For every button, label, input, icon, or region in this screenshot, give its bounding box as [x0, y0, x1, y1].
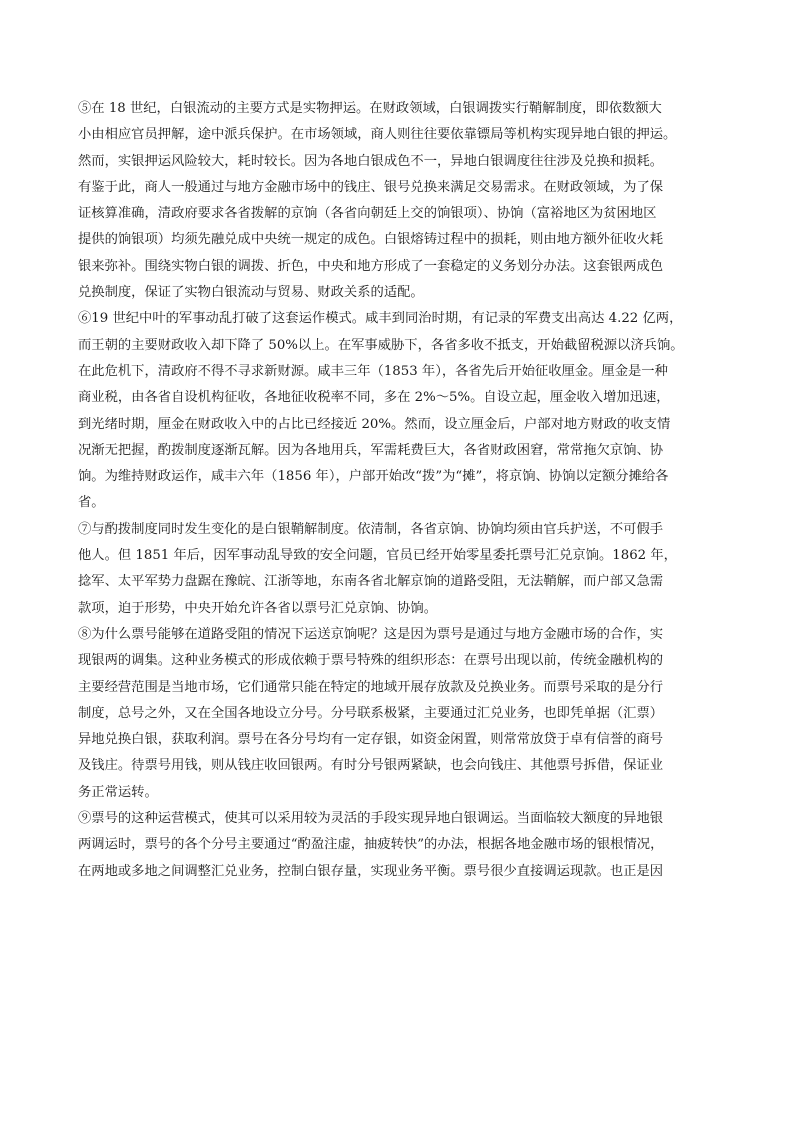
- paragraph-7: [78, 517, 723, 622]
- text-line: ⑤在 18 世纪，白银流动的主要方式是实物押运。在财政领域，白银调拨实行鞘解制度，即依数额大: [78, 101, 662, 116]
- text-line: 小由相应官员押解，途中派兵保护。在市场领域，商人则往往要依靠镖局等机构实现异地白银的押运。: [78, 127, 677, 143]
- text-line: 银来弥补。围绕实物白银的调拨、折色，中央和地方形成了一套稳定的义务划分办法。这套银两成色: [78, 258, 664, 274]
- text-line: 到光绪时期，厘金在财政收入中的占比已经接近 20%。然而，设立厘金后，户部对地方财政的收支情: [78, 416, 671, 432]
- text-line: 况渐无把握，酌拨制度逐渐瓦解。因为各地用兵，军需耗费巨大，各省财政困窘，常常拖欠京饷、协: [78, 442, 664, 458]
- article-body: [78, 96, 723, 885]
- paragraph-6: [78, 306, 723, 516]
- text-line: 他人。但 1851 年后，因军事动乱导致的安全问题，官员已经开始零星委托票号汇兑京饷。1862 年，: [78, 548, 677, 564]
- text-line: 而王朝的主要财政收入却下降了 50%以上。在军事威胁下，各省多收不抵支，开始截留税源以济兵饷。: [78, 337, 684, 353]
- paragraph-8: [78, 622, 723, 806]
- text-line: 在此危机下，清政府不得不寻求新财源。咸丰三年（1853 年），各省先后开始征收厘金。厘金是一种: [78, 363, 668, 379]
- text-line: 两调运时，票号的各个分号主要通过“酌盈注虚，抽疲转快”的办法，根据各地金融市场的银根情况，: [78, 837, 664, 853]
- text-line: 异地兑换白银，获取利润。票号在各分号均有一定存银，如资金闲置，则常常放贷于卓有信誉的商号: [78, 732, 664, 748]
- text-line: 兑换制度，保证了实物白银流动与贸易、财政关系的适配。: [78, 285, 424, 301]
- text-line: 务正常运转。: [78, 784, 158, 800]
- paragraph-9: [78, 806, 723, 885]
- text-line: 然而，实银押运风险较大，耗时较长。因为各地白银成色不一，异地白银调度往往涉及兑换和损耗。: [78, 153, 664, 169]
- text-line: 捻军、太平军势力盘踞在豫皖、江浙等地，东南各省北解京饷的道路受阻，无法鞘解，而户部又急需: [78, 574, 664, 590]
- text-line: 制度，总号之外，又在全国各地设立分号。分号联系极紧，主要通过汇兑业务，也即凭单据（汇票）: [78, 705, 664, 721]
- text-line: 提供的饷银项）均须先融兑成中央统一规定的成色。白银熔铸过程中的损耗，则由地方额外征收火耗: [78, 232, 664, 248]
- text-line: 证核算准确，清政府要求各省拨解的京饷（各省向朝廷上交的饷银项）、协饷（富裕地区为贫困地区: [78, 206, 657, 222]
- text-line: ⑦与酌拨制度同时发生变化的是白银鞘解制度。依清制，各省京饷、协饷均须由官兵护送，不可假手: [78, 521, 664, 537]
- text-line: ⑨票号的这种运营模式，使其可以采用较为灵活的手段实现异地白银调运。当面临较大额度的异地银: [78, 811, 664, 827]
- text-line: 主要经营范围是当地市场，它们通常只能在特定的地域开展存放款及兑换业务。而票号采取的是分行: [78, 679, 664, 695]
- text-line: 及钱庄。待票号用钱，则从钱庄收回银两。有时分号银两紧缺，也会向钱庄、其他票号拆借，保证业: [78, 758, 664, 774]
- text-line: ⑧为什么票号能够在道路受阻的情况下运送京饷呢？这是因为票号是通过与地方金融市场的合作，实: [78, 626, 664, 642]
- text-line: 有鉴于此，商人一般通过与地方金融市场中的钱庄、银号兑换来满足交易需求。在财政领域，为了保: [78, 179, 664, 195]
- text-line: 饷。为维持财政运作，咸丰六年（1856 年），户部开始改“拨”为“摊”，将京饷、协饷以定额分摊给各: [78, 469, 669, 485]
- text-line: 商业税，由各省自设机构征收，各地征收税率不同，多在 2%～5%。自设立起，厘金收入增加迅速，: [78, 390, 670, 406]
- text-line: 款项，迫于形势，中央开始允许各省以票号汇兑京饷、协饷。: [78, 600, 438, 616]
- text-line: ⑥19 世纪中叶的军事动乱打破了这套运作模式。咸丰到同治时期，有记录的军费支出高达 4.22 亿两，: [78, 311, 683, 327]
- paragraph-5: [78, 96, 723, 306]
- text-line: 省。: [78, 495, 105, 511]
- text-line: 在两地或多地之间调整汇兑业务，控制白银存量，实现业务平衡。票号很少直接调运现款。也正是因: [78, 863, 664, 879]
- text-line: 现银两的调集。这种业务模式的形成依赖于票号特殊的组织形态：在票号出现以前，传统金融机构的: [78, 653, 664, 669]
